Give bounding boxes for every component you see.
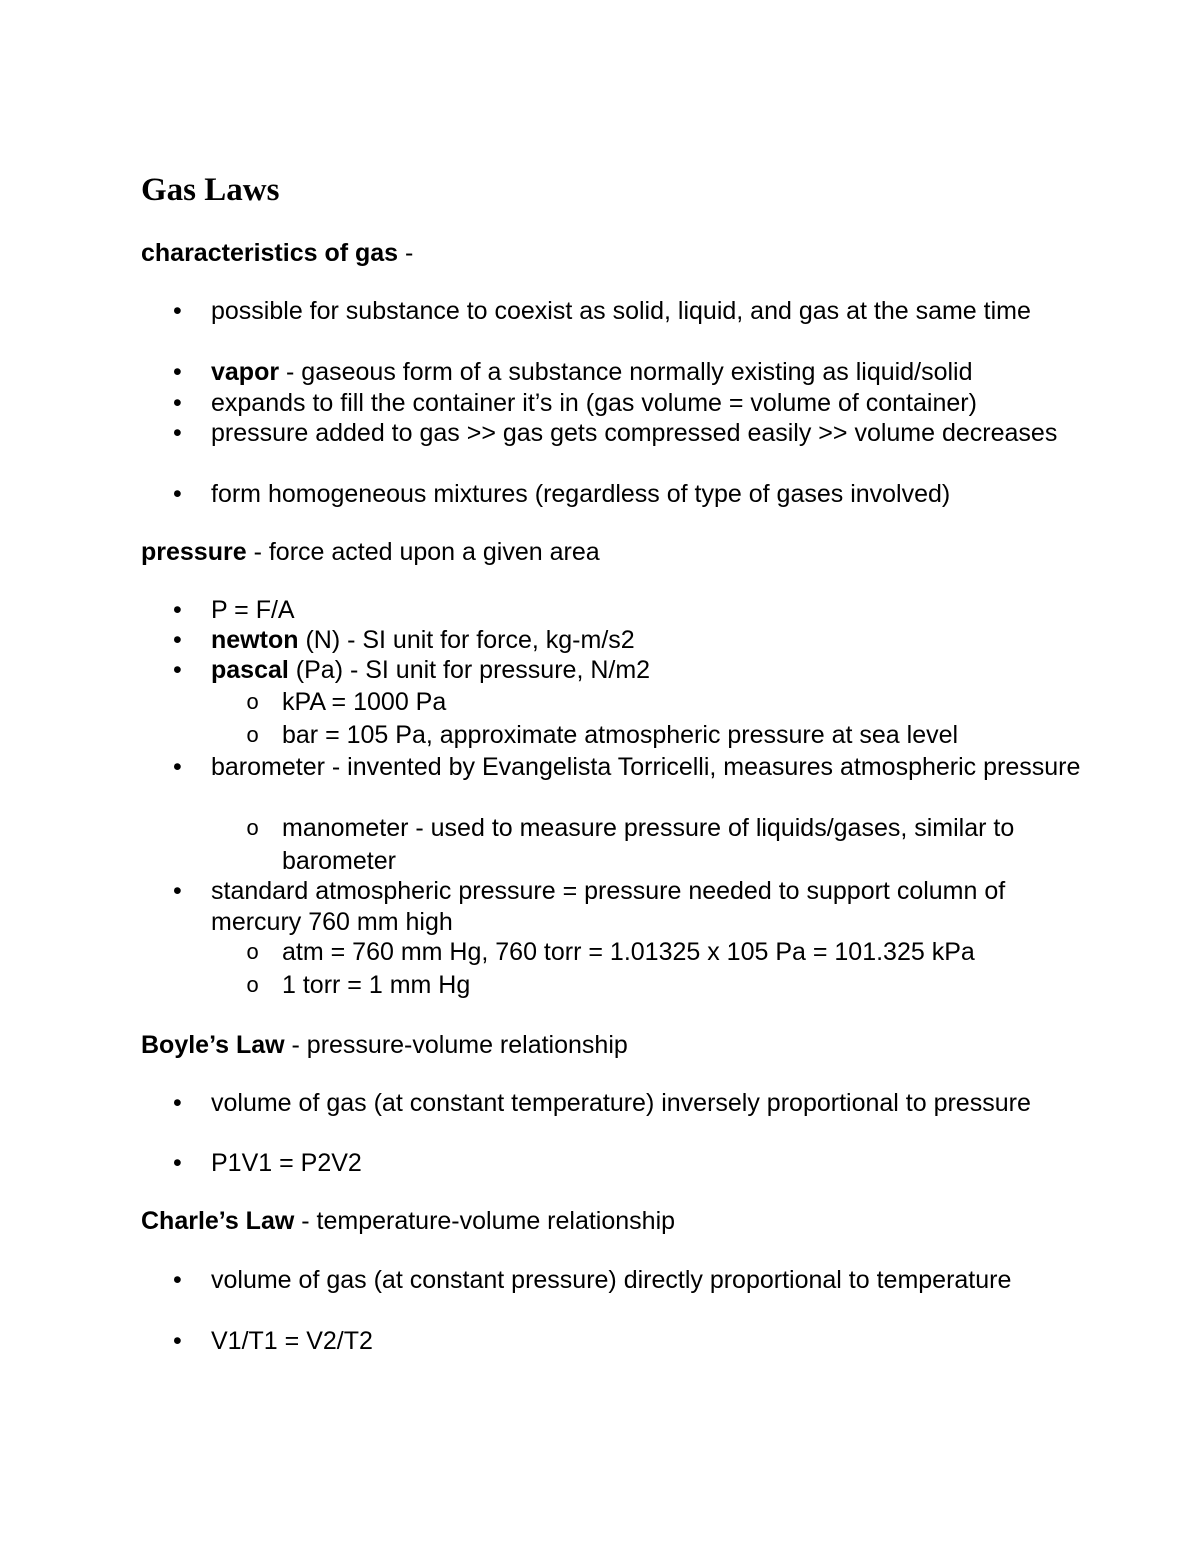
heading-term: characteristics of gas	[141, 239, 399, 267]
sub-list-item	[282, 936, 1082, 969]
item-term: pascal	[211, 656, 289, 684]
list-item	[211, 1326, 1081, 1357]
page-title: Gas Laws	[141, 172, 280, 208]
heading-description: -	[398, 239, 414, 267]
item-text: (N) - SI unit for force, kg-m/s2	[298, 626, 635, 654]
item-text: atm = 760 mm Hg, 760 torr = 1.01325 x 105 Pa = 101.325 kPa	[282, 938, 975, 966]
item-text: possible for substance to coexist as solid, liquid, and gas at the same time	[211, 297, 1031, 325]
item-text: volume of gas (at constant temperature) inversely proportional to pressure	[211, 1089, 1031, 1117]
list-item	[211, 655, 1081, 686]
item-term: newton	[211, 626, 299, 654]
sub-list-item	[282, 686, 1082, 719]
item-text: manometer - used to measure pressure of liquids/gases, similar to barometer	[282, 814, 1015, 875]
item-term: vapor	[211, 358, 280, 386]
heading-description: - force acted upon a given area	[246, 538, 600, 566]
section-heading-boyles-law	[141, 1030, 628, 1060]
list-item	[211, 595, 1081, 626]
list-item	[211, 625, 1081, 656]
heading-term: pressure	[141, 538, 247, 566]
list-item	[211, 357, 1081, 388]
heading-term: Boyle’s Law	[141, 1031, 285, 1059]
list-item	[211, 1088, 1081, 1119]
list-item	[211, 1265, 1081, 1296]
item-text: bar = 105 Pa, approximate atmospheric pressure at sea level	[282, 721, 959, 749]
sub-list-item	[282, 969, 1082, 1002]
item-text: form homogeneous mixtures (regardless of type of gases involved)	[211, 480, 951, 508]
item-text: kPA = 1000 Pa	[282, 688, 447, 716]
item-text: expands to fill the container it’s in (gas volume = volume of container)	[211, 389, 977, 417]
heading-term: Charle’s Law	[141, 1207, 295, 1235]
item-text: P = F/A	[211, 596, 295, 624]
list-item	[211, 479, 1081, 510]
item-text: volume of gas (at constant pressure) directly proportional to temperature	[211, 1266, 1012, 1294]
list-item	[211, 752, 1081, 783]
item-text: (Pa) - SI unit for pressure, N/m2	[288, 656, 651, 684]
item-text: standard atmospheric pressure = pressure needed to support column of mercury 760 mm high	[211, 877, 1006, 936]
heading-description: - pressure-volume relationship	[284, 1031, 628, 1059]
heading-description: - temperature-volume relationship	[294, 1207, 676, 1235]
item-text: barometer - invented by Evangelista Torricelli, measures atmospheric pressure	[211, 753, 1081, 781]
list-item	[211, 418, 1081, 449]
list-item	[211, 296, 1081, 327]
list-item	[211, 388, 1081, 419]
sub-list-item	[282, 719, 1082, 752]
list-item	[211, 1148, 1081, 1179]
section-heading-charles-law	[141, 1206, 675, 1236]
item-text: - gaseous form of a substance normally existing as liquid/solid	[279, 358, 973, 386]
sub-list-item	[282, 812, 1082, 878]
item-text: 1 torr = 1 mm Hg	[282, 971, 471, 999]
item-text: V1/T1 = V2/T2	[211, 1327, 373, 1355]
section-heading-pressure	[141, 537, 600, 567]
section-heading-characteristics	[141, 238, 413, 268]
item-text: P1V1 = P2V2	[211, 1149, 362, 1177]
item-text: pressure added to gas >> gas gets compressed easily >> volume decreases	[211, 419, 1058, 447]
list-item	[211, 876, 1081, 937]
